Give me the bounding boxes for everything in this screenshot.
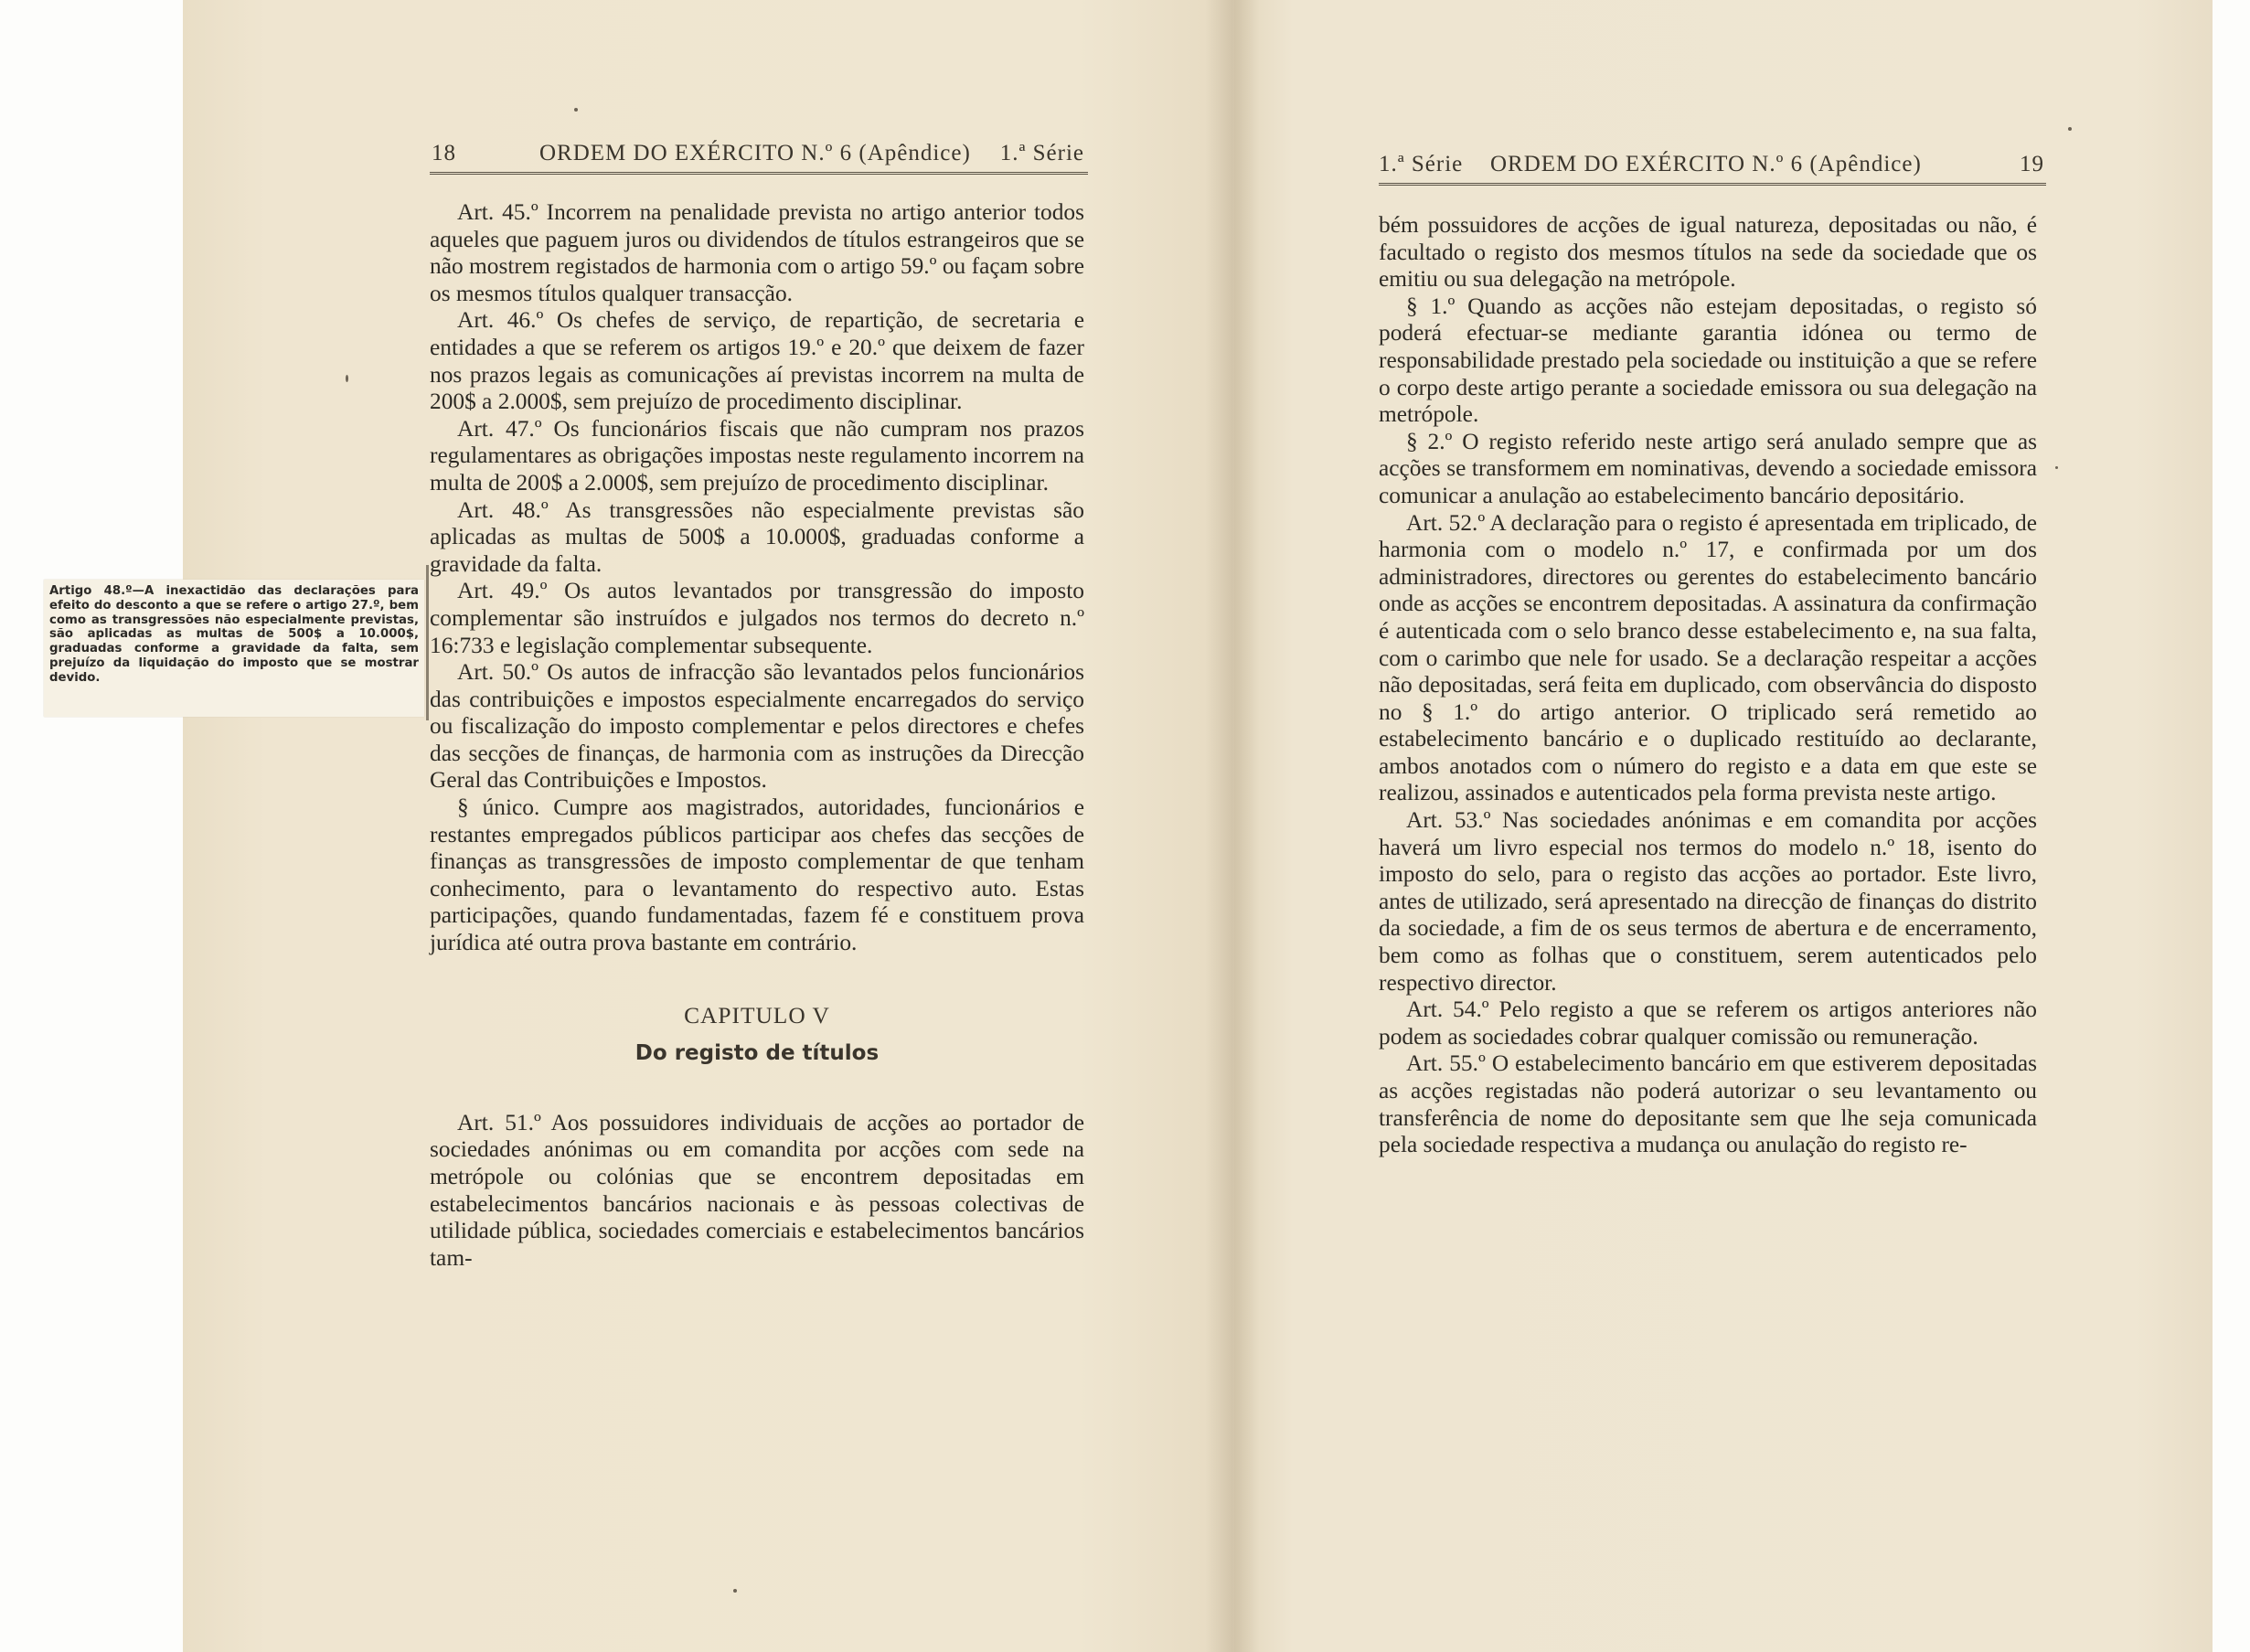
right-header-title: ORDEM DO EXÉRCITO N.º 6 (Apêndice) (1490, 152, 1922, 176)
paragraph-art-52: Art. 52.º A declaração para o registo é apresentada em triplicado, de harmonia com o modelo n.º 17, e confirmada por um dos administradores, directores ou gerentes do estabelecimento bancário onde as acções se encontrem depositadas. A assinatura da confirmação é autenticada com o selo branco desse estabelecimento e, na sua falta, com o carimbo que nele for usado. Se a declaração respeitar a acções não depositadas, será feita em duplicado, com observância do disposto no § 1.º do artigo anterior. O triplicado será remetido ao estabelecimento bancário e o duplicado restituído ao declarante, ambos anotados com o número do registo e a data em que este se realizou, assinados e autenticados pela forma prevista neste artigo. (1379, 509, 2037, 806)
paragraph-art-51-par-2: § 2.º O registo referido neste artigo será anulado sempre que as acções se transformem em nominativas, devendo a sociedade emissora comunicar a anulação ao estabelecimento bancário depositário. (1379, 428, 2037, 508)
right-page-number: 19 (2020, 152, 2044, 176)
left-page-number: 18 (432, 141, 456, 165)
scan-speck (346, 375, 348, 382)
scan-speck (2068, 127, 2072, 131)
left-header-series: 1.ª Série (999, 141, 1084, 165)
right-text-column (1379, 212, 2037, 1159)
clipping-margin-rule (426, 565, 429, 720)
paragraph-art-47: Art. 47.º Os funcionários fiscais que não cumpram nos prazos regulamentares as obrigações impostas neste regulamento incorrem na multa de 200$ a 2.000$, sem prejuízo de procedimento disciplinar. (430, 415, 1084, 496)
scan-speck (574, 108, 578, 112)
paragraph-art-51: Art. 51.º Aos possuidores individuais de acções ao portador de sociedades anónimas ou em comandita por acções com sede na metrópole ou colónias que se encontrem depositadas em estabelecimentos bancários nacionais e às pessoas colectivas de utilidade pública, sociedades comerciais e estabelecimentos bancários tam- (430, 1109, 1084, 1271)
paragraph-art-53: Art. 53.º Nas sociedades anónimas e em comandita por acções haverá um livro especial nos termos do modelo n.º 18, isento do imposto do selo, para o registo das acções ao portador. Este livro, antes de utilizado, será apresentado na direcção de finanças do distrito da sociedade, a fim de os seus termos de abertura e de encerramento, bem como as folhas que o constituem, serem autenticados pelo respectivo director. (1379, 807, 2037, 996)
paragraph-art-51-continuation: bém possuidores de acções de igual natureza, depositadas ou não, é facultado o registo dos mesmos títulos na sede da sociedade que os emitiu ou sua delegação na metrópole. (1379, 212, 2037, 293)
left-text-column (430, 199, 1084, 1272)
paragraph-art-50: Art. 50.º Os autos de infracção são levantados pelos funcionários das contribuições e impostos especialmente encarregados do serviço ou fiscalização do imposto complementar e pelos directores e chefes das secções de finanças, de harmonia com as instruções da Direcção Geral das Contribuições e Impostos. (430, 659, 1084, 794)
left-header-title: ORDEM DO EXÉRCITO N.º 6 (Apêndice) (539, 141, 971, 165)
chapter-subtitle: Do registo de títulos (634, 1041, 880, 1066)
right-header-series: 1.ª Série (1379, 152, 1464, 176)
paragraph-art-54: Art. 54.º Pelo registo a que se referem os artigos anteriores não podem as sociedades cobrar qualquer comissão ou remuneração. (1379, 997, 2037, 1050)
paragraph-art-55: Art. 55.º O estabelecimento bancário em que estiverem depositadas as acções registadas não poderá autorizar o seu levantamento ou transferência de nome do depositante sem que lhe seja comunicada pela sociedade respectiva a mudança ou anulação do registo re- (1379, 1050, 2037, 1158)
paragraph-art-51-par-1: § 1.º Quando as acções não estejam depositadas, o registo só poderá efectuar-se mediante garantia idónea ou termo de responsabilidade prestado pela sociedade ou instituição a que se refere o corpo deste artigo perante a sociedade emissora ou sua delegação na metrópole. (1379, 293, 2037, 428)
paragraph-art-45: Art. 45.º Incorrem na penalidade prevista no artigo anterior todos aqueles que paguem juros ou dividendos de títulos estrangeiros que se não mostrem registados de harmonia com o artigo 59.º ou façam sobre os mesmos títulos qualquer transacção. (430, 199, 1084, 306)
right-running-head (1379, 146, 2046, 186)
scan-speck (733, 1589, 737, 1593)
chapter-title: CAPITULO V (684, 1002, 830, 1029)
paragraph-art-46: Art. 46.º Os chefes de serviço, de repartição, de secretaria e entidades a que se referem os artigos 19.º e 20.º que deixem de fazer nos prazos legais as comunicações aí previstas incorrem na multa de 200$ a 2.000$, sem prejuízo de procedimento disciplinar. (430, 307, 1084, 415)
paragraph-art-48: Art. 48.º As transgressões não especialmente previstas são aplicadas as multas de 500$ a 10.000$, graduadas conforme a gravidade da falta. (430, 496, 1084, 577)
scan-speck (2055, 466, 2058, 469)
paragraph-art-50-unico: § único. Cumpre aos magistrados, autoridades, funcionários e restantes empregados públicos participar aos chefes das secções de finanças as transgressões de imposto complementar de que tenham conhecimento, para o levantamento do respectivo auto. Estas participações, quando fundamentadas, fazem fé e constituem prova jurídica até outra prova bastante em contrário. (430, 794, 1084, 956)
book-gutter (1205, 0, 1260, 1652)
paragraph-art-49: Art. 49.º Os autos levantados por transgressão do imposto complementar são instruídos e julgados nos termos do decreto n.º 16:733 e legislação complementar subsequente. (430, 578, 1084, 658)
left-running-head (430, 135, 1088, 175)
margin-clipping-note: Artigo 48.º—A inexactidão das declarações para efeito do desconto a que se refere o artigo 27.º, bem como as transgressões não especialmente previstas, são aplicadas as multas de 500$ a 10.000$, graduadas conforme a gravidade da falta, sem prejuízo da liquidação do imposto que se mostrar devido. (44, 580, 424, 717)
